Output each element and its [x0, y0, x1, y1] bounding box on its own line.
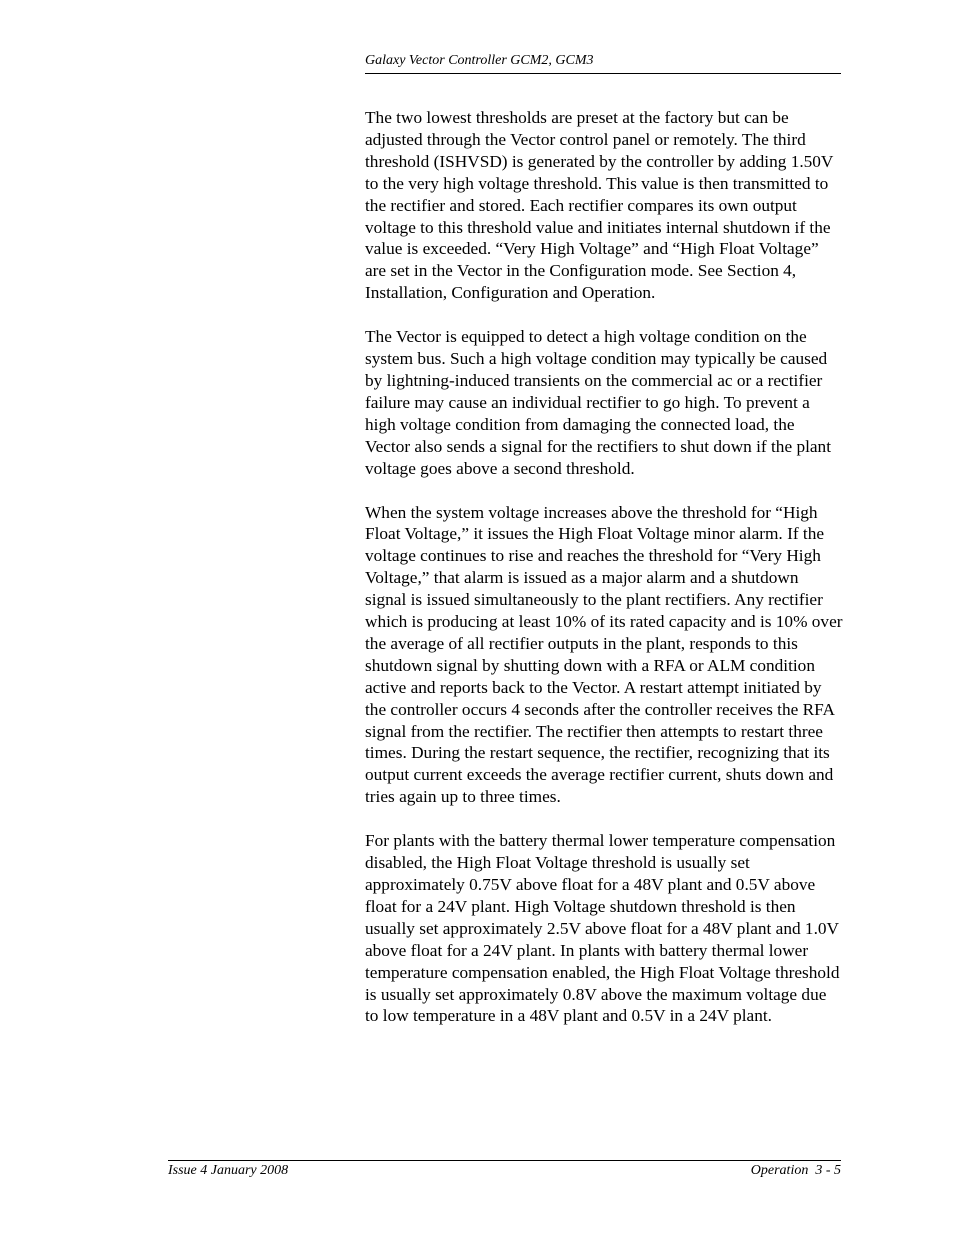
paragraph-alarm-sequence: When the system voltage increases above the threshold for “High Float Voltage,” it issues the High Float Voltage minor alarm. If the voltage continues to rise and reaches the threshold for “Very High Voltage,” that alarm is issued as a major alarm and a shutdown signal is issued simultaneously to the plant rectifiers. Any rectifier which is producing at least 10% of its rated capacity and is 10% over the average of all rectifier outputs in the plant, responds to this shutdown signal by shutting down with a RFA or ALM condition active and reports back to the Vector. A restart attempt initiated by the controller occurs 4 seconds after the controller receives the RFA signal from the rectifier. The rectifier then attempts to restart three times. During the restart sequence, the rectifier, recognizing that its output current exceeds the average rectifier current, shuts down and tries again up to three times.: [365, 502, 843, 807]
issue-date: Issue 4 January 2008: [168, 1163, 289, 1178]
paragraph-threshold-settings: For plants with the battery thermal lower temperature compensation disabled, the High Float Voltage threshold is usually set approximately 0.75V above float for a 48V plant and 0.5V above float for a 24V plant. High Voltage shutdown threshold is then usually set approximately 2.5V above float for a 48V plant and 1.0V above float for a 24V plant. In plants with battery thermal lower temperature compensation enabled, the High Float Voltage threshold is usually set approximately 0.8V above the maximum voltage due to low temperature in a 48V plant and 0.5V in a 24V plant.: [365, 831, 840, 1026]
document-title: Galaxy Vector Controller GCM2, GCM3: [365, 53, 594, 68]
running-header: [365, 52, 841, 74]
paragraph-high-voltage-detection: The Vector is equipped to detect a high voltage condition on the system bus. Such a high voltage condition may typically be caused by lightning-induced transients on the commercial ac or a rectifier failure may cause an individual rectifier to go high. To prevent a high voltage condition from damaging the connected load, the Vector also sends a signal for the rectifiers to shut down if the plant voltage goes above a second threshold.: [365, 327, 831, 478]
page-footer: [168, 1160, 841, 1181]
page-number: Operation 3 - 5: [750, 1163, 841, 1178]
body-text: [365, 107, 843, 1049]
paragraph-thresholds: The two lowest thresholds are preset at the factory but can be adjusted through the Vector control panel or remotely. The third threshold (ISHVSD) is generated by the controller by adding 1.50V to the very high voltage threshold. This value is then transmitted to the rectifier and stored. Each rectifier compares its own output voltage to this threshold value and initiates internal shutdown if the value is exceeded. “Very High Voltage” and “High Float Voltage” are set in the Vector in the Configuration mode. See Section 4, Installation, Configuration and Operation.: [365, 108, 834, 303]
